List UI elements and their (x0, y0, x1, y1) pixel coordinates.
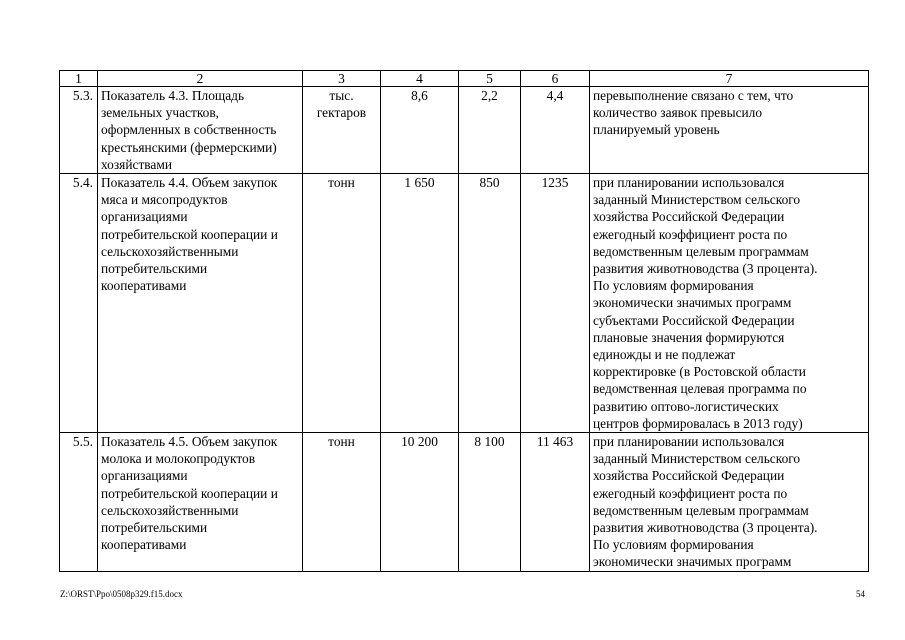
unit-cell: тонн (328, 175, 355, 191)
value-col4: 1 650 (404, 175, 435, 191)
header-cell: 6 (521, 71, 590, 87)
value-col5: 8 100 (474, 434, 505, 450)
table-row (60, 87, 869, 174)
value-col6: 11 463 (536, 434, 574, 450)
header-cell: 7 (590, 71, 869, 87)
table-row (60, 433, 869, 572)
header-cell: 4 (381, 71, 459, 87)
table-row (60, 174, 869, 433)
row-number: 5.5. (72, 434, 93, 450)
row-number: 5.4. (72, 175, 93, 191)
comment-cell: при планировании использовался заданный Министерством сельского хозяйства Российской Федерации ежегодный коэффициент роста по ведомственным целевым программам развития животноводства (3 процента). По условиям формирования экономически значимых программ (593, 434, 818, 570)
indicator-name: Показатель 4.3. Площадь земельных участков, оформленных в собственность крестьянскими (фермерскими) хозяйствами (101, 88, 277, 172)
header-cell: 2 (98, 71, 303, 87)
page-number: 54 (856, 589, 865, 599)
row-number: 5.3. (72, 88, 93, 103)
header-cell: 5 (459, 71, 521, 87)
footer-file-path: Z:\ORST\Ppo\0508p329.f15.docx (60, 589, 183, 599)
value-col4: 8,6 (411, 88, 428, 103)
report-table (59, 70, 869, 572)
header-cell: 1 (60, 71, 98, 87)
value-col6: 4,4 (546, 88, 564, 103)
comment-cell: перевыполнение связано с тем, что количество заявок превысило планируемый уровень (593, 88, 794, 138)
indicator-name: Показатель 4.4. Объем закупок мяса и мясопродуктов организациями потребительской кооперации и сельскохозяйственными потребительскими кооперативами (101, 175, 278, 294)
comment-cell: при планировании использовался заданный Министерством сельского хозяйства Российской Федерации ежегодный коэффициент роста по ведомственным целевым программам развития животноводства (3 процента). По условиям формирования экономически значимых программ субъектами Российской Федерации плановые значения формируются единожды и не подлежат корректировке (в Ростовской области ведомственная целевая программа по развитию оптово-логистических центров формировалась в 2013 году) (593, 175, 818, 431)
value-col6: 1235 (541, 175, 569, 191)
value-col5: 850 (479, 175, 500, 191)
unit-cell: тонн (328, 434, 355, 450)
value-col5: 2,2 (481, 88, 498, 103)
value-col4: 10 200 (401, 434, 438, 450)
header-cell: 3 (303, 71, 381, 87)
unit-cell: тыс. гектаров (316, 88, 367, 121)
indicator-name: Показатель 4.5. Объем закупок молока и молокопродуктов организациями потребительской кооперации и сельскохозяйственными потребительскими кооперативами (101, 434, 278, 553)
table-header-row (60, 71, 869, 87)
